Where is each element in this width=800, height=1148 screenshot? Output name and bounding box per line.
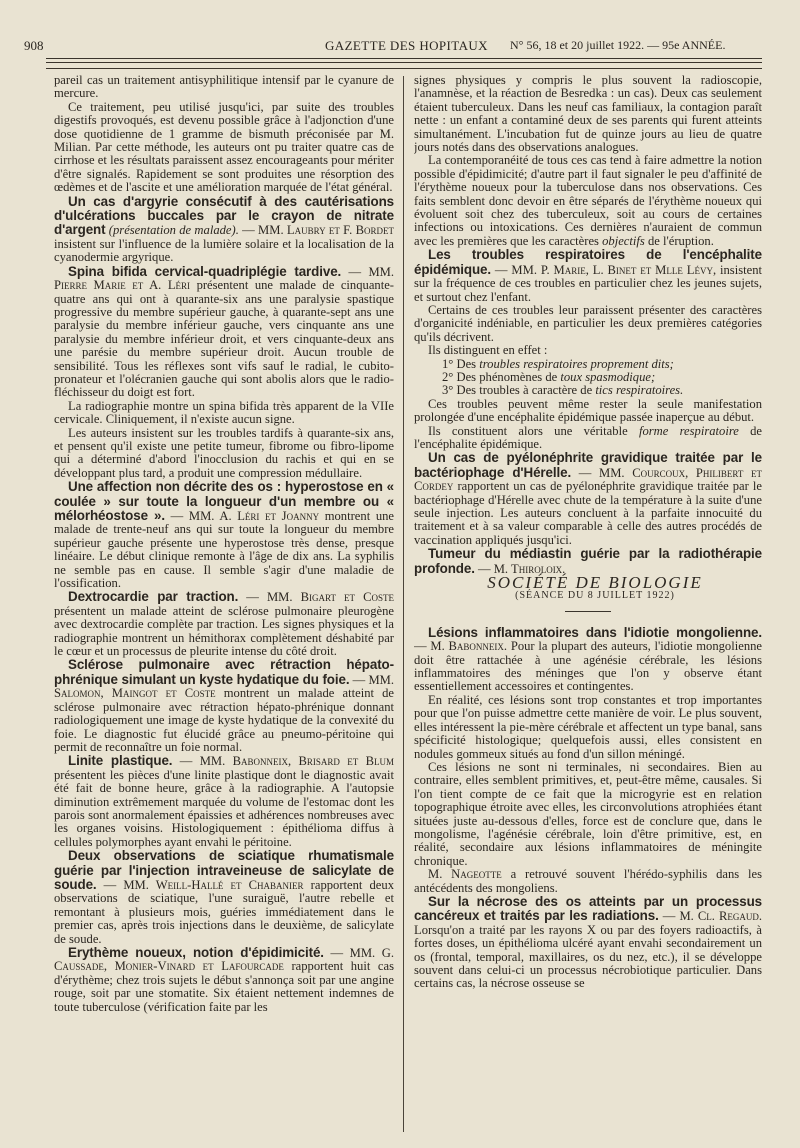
article-authors: MM. Babonneix, Brisard et Blum (199, 754, 394, 769)
paragraph (414, 868, 762, 895)
text-run: La contemporanéité de tous ces cas tend à faire admettre la notion possible d'épidimicité; d'autre part il faut signaler le peu d'affinité de l'érythème noueux pour la tuberculose dans nos observations. Ces faits semblent donc devoir en être séparés de l'érythème noueux qui évoluent soit chez des tuberculeux, soit au cours de certaines infections ou intoxications. Ces dernières n'auraient de commun avec les premières que les caractères (414, 153, 762, 248)
article-authors: M. Thiroloix. (493, 561, 566, 576)
article-argyrie: Un cas d'argyrie consécutif à des cautérisations d'ulcérations buccales par le crayon de nitrate d'argent (présentation de malade). — MM. Laubry et F. Bordet insistent sur l'influence de la lumière solaire et la localisation de la cyanodermie argyrique. (54, 193, 394, 265)
article-idiotie-mongolienne: Lésions inflammatoires dans l'idiotie mongolienne. — M. Babonneix. Pour la plupart des auteurs, l'idiotie mongolienne doit être rattachée à une agénésie cérébrale, les lésions inflammatoires des méninges que l'on y observe étant essentiellement accessoires et contingentes. (414, 624, 762, 694)
article-authors: MM. G. Caussade, Monier-Vinard et Lafourcade (54, 946, 394, 974)
text-italic: troubles respiratoires proprement dits; (479, 356, 674, 371)
article-title: Dextrocardie par traction. (68, 589, 239, 605)
article-melorheostose: Une affection non décrite des os : hyperostose en « coulée » sur toute la longueur d'un membre ou « mélorhéostose ». — MM. A. Léri et Joanny montrent une malade de trente-neuf ans qui sur toute la longueur du membre supérieur gauche présente une hyperostose très dense, presque linéaire. Le début clinique remonte à l'âge de dix ans. La syphilis ne semble pas en cause. Il semble s'agir d'une maladie de l'ossification. (54, 479, 394, 591)
article-title: Lésions inflammatoires dans l'idiotie mongolienne. (428, 624, 762, 640)
article-title: Linite plastique. (68, 753, 173, 769)
list-item (414, 358, 762, 371)
list-number: 1° (442, 356, 454, 371)
article-authors: MM. Laubry et F. Bordet (258, 223, 394, 238)
paragraph: En réalité, ces lésions sont trop constantes et trop importantes pour que l'on puisse admettre cette manière de voir. Le plus souvent, elles intéressent la pie-mère cérébrale et affectent un type banal, sans spécificité histologique; quelquefois aussi, elles consistent en nodules gommeux situés au fond d'un sillon méningé. (414, 692, 762, 761)
text-run: Des (456, 356, 477, 371)
paragraph: Ces lésions ne sont ni terminales, ni secondaires. Bien au contraire, elles semblent primitives, et, peut-être même, causales. Si l'on tient compte de ce fait que la microgyrie est en relation topographique étroite avec elles, les circonvolutions atrophiées étant situées juste au-dessous d'elles, force est de conclure que, dans le mongolisme, l'agénésie cérébrale, loin d'être primitive, est, en réalité, secondaire aux lésions inflammatoires de méningite chronique. (414, 759, 762, 868)
column-divider (403, 76, 404, 1132)
article-authors: MM. Courcoux, Philibert et Cordey (414, 465, 762, 494)
paragraph: Les auteurs insistent sur les troubles tardifs à quarante-six ans, et pensent qu'il existe une petite tumeur, fibrome ou fibro-lipome qui a déterminé d'abord l'inocclusion du rachis et qui en se développant plus tard, a produit une compression médullaire. (54, 425, 394, 480)
left-column (54, 74, 394, 1134)
article-text: Lorsqu'on a traité par les rayons X ou par des foyers radioactifs, à fortes doses, un épithélioma ulcéré ayant envahi secondairement un os (frontal, temporal, maxillaires, os du nez, etc.), il se développe souvent dans celui-ci un processus nécrobiotique particulier. Dans certains cas, la nécrose osseuse se (414, 922, 762, 991)
section-rule (565, 611, 611, 612)
article-title: Un cas de pyélonéphrite gravidique traitée par le bactériophage d'Hérelle. (414, 450, 762, 480)
section-session-date: (SÉANCE DU 8 JUILLET 1922) (515, 590, 675, 602)
article-sciatique: Deux observations de sciatique rhumatismale guérie par l'injection intraveineuse de salicylate de soude. — MM. Weill-Hallé et Chabanier rapportent deux observations de sciatique, l'une suraiguë, l'autre rebelle et remontant à plusieurs mois, guéries immédiatement dans le premier cas, après trois injections dans le deuxième, de salicylate de soude. (54, 848, 394, 946)
paragraph: pareil cas un traitement antisyphilitique intensif par le cyanure de mercure. (54, 74, 394, 101)
article-authors: M. Nageotte (428, 867, 502, 882)
article-authors: MM. P. Marie, L. Binet et Mlle Lévy, (511, 262, 717, 277)
paragraph (414, 425, 762, 452)
issue-info: N° 56, 18 et 20 juillet 1922. — 95e ANNÉE. (510, 38, 726, 52)
article-text: insistent sur la fréquence de ces troubles en particulier chez les jeunes sujets, et surtout chez l'enfant. (414, 262, 762, 304)
article-text: rapportent deux observations de sciatique, l'une suraiguë, l'autre rebelle et remontant à plusieurs mois, guéries immédiatement dans le premier cas, après trois injections dans le deuxième, de salicylate de soude. (54, 877, 394, 946)
article-title: Deux observations de sciatique rhumatismale guérie par l'injection intraveineuse de salicylate de soude. (54, 848, 394, 892)
header-rule (46, 68, 762, 69)
article-authors: MM. Pierre Marie et A. Léri (54, 264, 394, 293)
article-text: rapportent huit cas d'érythème; chez trois sujets le début s'annonça soit par une angine rouge, soit par une stomatite. Six étaient nettement indemnes de toute tuberculose (vérification faite par les (54, 959, 394, 1014)
article-text: présentent une malade de cinquante-quatre ans qui ont à quarante-six ans une paralysie spastique progressive du membre supérieur gauche, à quarante-sept ans une paralysie du membre inférieur gauche, vers cinquante ans une paralysie du membre inférieur droit, et vers cinquante-deux ans une parésie du membre supérieur droit. Aucun trouble de sensibilité. Tous les réflexes sont vifs sauf le radial, le cubito-pronateur et l'olécranien gauche qui sont abolis alors que le radio-fléchisseur du doigt est fort. (54, 278, 394, 400)
article-text: Pour la plupart des auteurs, l'idiotie mongolienne doit être rattachée à une agénésie cérébrale, les lésions inflammatoires des méninges que l'on y observe étant essentiellement accessoires et contingentes. (414, 639, 762, 694)
article-text: rapportent un cas de pyélonéphrite gravidique traitée par le bactériophage d'Hérelle avec chute de la température à la suite d'une seule injection. Les auteurs concluent à la parfaite innocuité du traitement et à sa valeur comparable à celle des autres procédés de vaccination appliqués jusqu'ici. (414, 479, 762, 547)
text-run: de l'éruption. (647, 233, 714, 248)
article-dextrocardie: Dextrocardie par traction. — MM. Bigart et Coste présentent un malade atteint de sclérose pulmonaire pleurogène avec dextrocardie complète par traction. Les signes physiques et la radiographie montrent un hémithorax complètement déshabité par le cœur et un processus de pleurite intense du côté droit. (54, 589, 394, 659)
text-italic: tics respiratoires. (595, 383, 684, 398)
text-italic: toux spasmodique; (560, 369, 656, 384)
article-authors: MM. Salomon, Maingot et Coste (54, 672, 394, 701)
article-text: insistent sur l'influence de la lumière solaire et la localisation de la cyanodermie argyrique. (54, 236, 394, 265)
article-spina-bifida: Spina bifida cervical-quadriplégie tardive. — MM. Pierre Marie et A. Léri présentent une malade de cinquante-quatre ans qui ont à quarante-six ans une paralysie spastique progressive du membre supérieur gauche, à quarante-sept ans une paralysie du membre inférieur gauche, vers cinquante ans une paralysie du membre inférieur droit, et vers cinquante-deux ans une parésie du membre supérieur droit. Aucun trouble de sensibilité. Tous les réflexes sont vifs sauf le radial, le cubito-pronateur et l'olécranien gauche qui sont abolis alors que le radio-fléchisseur du doigt est fort. (54, 263, 394, 400)
paragraph: Ils distinguent en effet : (428, 343, 548, 358)
right-column (414, 74, 762, 1134)
paragraph: Ces troubles peuvent même rester la seule manifestation prolongée d'une encéphalite épidémique passée inaperçue au début. (414, 396, 762, 425)
list-number: 2° (442, 369, 454, 384)
text-run: Des phénomènes de (456, 369, 558, 384)
article-tumeur-mediastin: Tumeur du médiastin guérie par la radiothérapie profonde. — M. Thiroloix. (414, 546, 762, 576)
article-title: Spina bifida cervical-quadriplégie tardive. (68, 263, 342, 279)
journal-title: GAZETTE DES HOPITAUX (325, 38, 488, 53)
list-item (414, 371, 762, 384)
text-run: de l'encéphalite épidémique. (414, 423, 762, 451)
header-double-rule (46, 58, 762, 63)
article-authors: MM. A. Léri et Joanny (188, 509, 320, 523)
article-necrose-os: Sur la nécrose des os atteints par un processus cancéreux et traités par les radiations. — M. Cl. Regaud. Lorsqu'on a traité par les rayons X ou par des foyers radioactifs, à fortes doses, un épithélioma ulcéré ayant envahi secondairement un os (frontal, temporal, maxillaires, os du nez, etc.), il se développe souvent dans celui-ci un processus nécrobiotique particulier. Dans certains cas, la nécrose osseuse se (414, 893, 762, 991)
article-authors: M. Cl. Regaud. (679, 909, 762, 924)
article-text: présentent les pièces d'une linite plastique dont le diagnostic avait été fait de bonne heure, grâce à la radiographie. A l'autopsie diminution extrêmement marquée du volume de l'estomac dont les parois sont anormalement épaissies et adhérences nombreuses avec les organes voisins. Histologiquement : épithélioma diffus à cellules polymorphes ayant envahi le péritoine. (54, 767, 394, 849)
article-sclerose: Sclérose pulmonaire avec rétraction hépato-phrénique simulant un kyste hydatique du foie. — MM. Salomon, Maingot et Coste montrent un malade atteint de sclérose pulmonaire avec rétraction hépato-phrénique donnant radiologiquement une image de kyste hydatique de la convexité du foie. Le diagnostic fut élucidé grâce au pneumo-péritoine qui permit de reconnaître un foie normal. (54, 657, 394, 754)
article-erytheme: Erythème noueux, notion d'épidimicité. — MM. G. Caussade, Monier-Vinard et Lafourcade rapportent huit cas d'érythème; chez trois sujets le début s'annonça soit par une angine rouge, soit par une stomatite. Six étaient nettement indemnes de toute tuberculose (vérification faite par les (54, 945, 394, 1014)
article-title: Erythème noueux, notion d'épidimicité. (68, 945, 324, 960)
article-title: Les troubles respiratoires de l'encéphalite épidémique. (414, 247, 762, 277)
article-text: présentent un malade atteint de sclérose pulmonaire pleurogène avec dextrocardie complète par traction. Les signes physiques et la radiographie montrent un hémithorax complètement déshabité par le cœur et un processus de pleurite intense du côté droit. (54, 603, 394, 659)
paragraph (414, 154, 762, 248)
article-authors: M. Babonneix. (430, 639, 508, 654)
article-title: Tumeur du médiastin guérie par la radiothérapie profonde. (414, 546, 762, 576)
article-title: Un cas d'argyrie consécutif à des cautérisations d'ulcérations buccales par le crayon de nitrate d'argent (54, 193, 394, 238)
list-item (414, 384, 762, 397)
article-title: Sur la nécrose des os atteints par un processus cancéreux et traités par les radiations. (414, 893, 762, 924)
paragraph: Ce traitement, peu utilisé jusqu'ici, par suite des troubles digestifs provoqués, est devenu possible grâce à l'adjonction d'une dose quotidienne de 1 gramme de bismuth préconisée par M. Milian. Par cette méthode, les auteurs ont pu traiter quatre cas de cirrhose et les résultats paraissent assez encourageants pour mériter d'être signalés. Rapidement se sont produites une résorption des œdèmes et de l'ascite et une amélioration marquée de l'état général. (54, 99, 394, 195)
text-run: Ils constituent alors une véritable (428, 423, 628, 438)
paragraph: signes physiques y compris le plus souvent la radioscopie, l'anamnèse, et la réaction de Besredka : un cas). Deux cas seulement étaient tuberculeux. Dans les neuf cas familiaux, la contagion paraît nette : un enfant a contaminé deux de ses parents qui furent atteints simultanément. L'incubation fut de quinze jours au lieu de quatre jours notés dans des observations analogues. (414, 74, 762, 155)
article-text: montrent une malade de trente-neuf ans qui sur toute la longueur du membre supérieur gauche présente une hyperostose très dense, presque linéaire. Le début clinique remonte à l'âge de dix ans. La syphilis ne semble pas en cause. Il semble s'agir d'une maladie de l'ossification. (54, 509, 394, 591)
text-italic: forme respiratoire (638, 423, 739, 438)
article-authors: MM. Bigart et Coste (266, 590, 394, 605)
article-note: (présentation de malade). (108, 223, 239, 238)
article-title: Sclérose pulmonaire avec rétraction hépato-phrénique simulant un kyste hydatique du foie. (54, 657, 394, 687)
text-run: Des troubles à caractère de (456, 383, 593, 398)
section-title-societe: SOCIÉTÉ DE BIOLOGIE (487, 573, 703, 593)
list-number: 3° (442, 383, 454, 398)
page-number: 908 (24, 38, 44, 53)
article-pyelonephrite: Un cas de pyélonéphrite gravidique traitée par le bactériophage d'Hérelle. — MM. Courcoux, Philibert et Cordey rapportent un cas de pyélonéphrite gravidique traitée par le bactériophage d'Hérelle avec chute de la température à la suite d'une seule injection. Les auteurs concluent à la parfaite innocuité du traitement et à sa valeur comparable à celle des autres procédés de vaccination appliqués jusqu'ici. (414, 450, 762, 547)
page-header (0, 0, 800, 56)
article-linite: Linite plastique. — MM. Babonneix, Brisard et Blum présentent les pièces d'une linite plastique dont le diagnostic avait été fait de bonne heure, grâce à la radiographie. A l'autopsie diminution extrêmement marquée du volume de l'estomac dont les parois sont anormalement épaissies et adhérences nombreuses avec les organes voisins. Histologiquement : épithélioma diffus à cellules polymorphes ayant envahi le péritoine. (54, 753, 394, 849)
text-italic: objectifs (602, 233, 645, 248)
article-authors: MM. Weill-Hallé et Chabanier (123, 877, 304, 892)
article-title: Une affection non décrite des os : hyperostose en « coulée » sur toute la longueur d'un membre ou « mélorhéostose ». (54, 479, 394, 523)
text-run: a retrouvé souvent l'hérédo-syphilis dans les antécédents des mongoliens. (414, 867, 762, 895)
paragraph: La radiographie montre un spina bifida très apparent de la VIIe cervicale. Cliniquement, il n'existe aucun signe. (54, 398, 394, 427)
paragraph: Certains de ces troubles leur paraissent présenter des caractères d'organicité indéniable, en particulier les deux premières catégories qu'ils décrivent. (414, 302, 762, 344)
article-text: montrent un malade atteint de sclérose pulmonaire avec rétraction hépato-phrénique donnant radiologiquement une image de kyste hydatique de la convexité du foie. Le diagnostic fut élucidé grâce au pneumo-péritoine qui permit de reconnaître un foie normal. (54, 686, 394, 754)
article-troubles-respiratoires: Les troubles respiratoires de l'encéphalite épidémique. — MM. P. Marie, L. Binet et Mlle Lévy, insistent sur la fréquence de ces troubles en particulier chez les jeunes sujets, et surtout chez l'enfant. (414, 247, 762, 304)
